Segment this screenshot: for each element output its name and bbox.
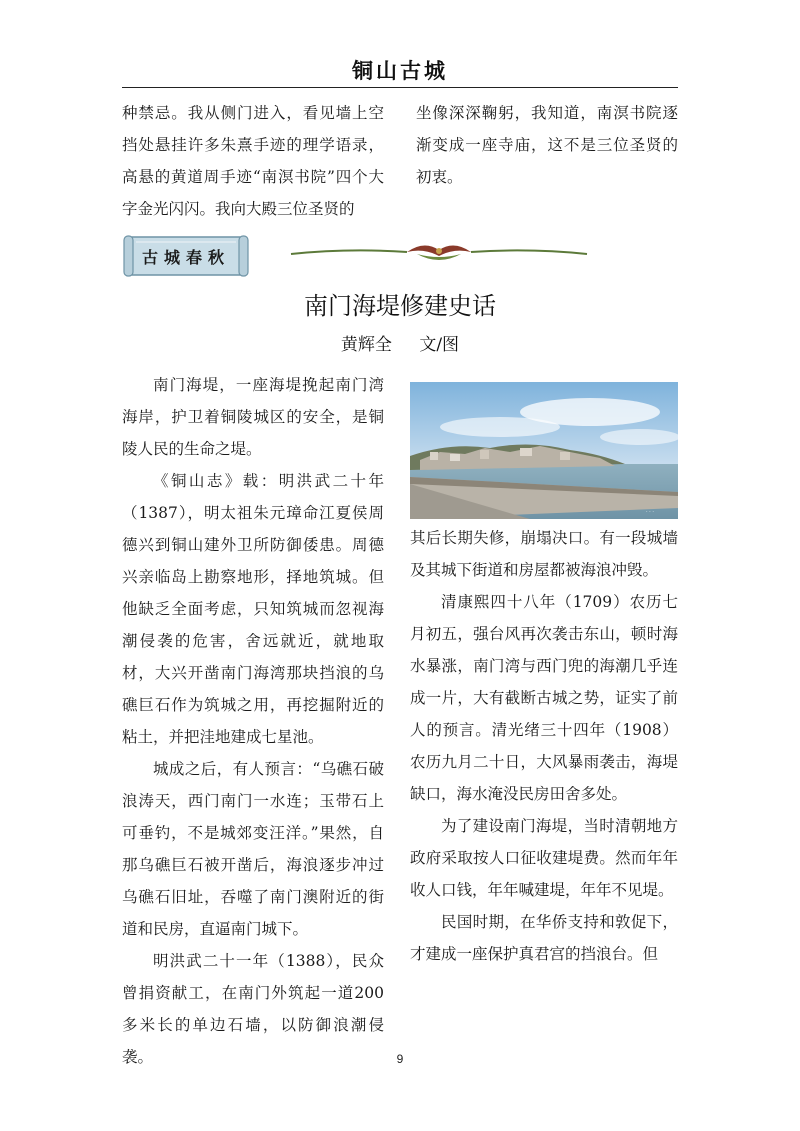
article-paragraph: 城成之后，有人预言：“乌礁石破浪涛天，西门南门一水连；玉带石上可垂钓，不是城郊变汪洋。”果然，自那乌礁巨石被开凿后，海浪逐步冲过乌礁石旧址，吞噬了南门澳附近的街道和民房，直逼南门城下。 xyxy=(122,760,384,938)
top-left-paragraph: 种禁忌。我从侧门进入，看见墙上空挡处悬挂许多朱熹手迹的理学语录，高悬的黄道周手迹“南溟书院”四个大字金光闪闪。我向大殿三位圣贤的 xyxy=(122,104,384,218)
top-right-paragraph: 坐像深深鞠躬，我知道，南溟书院逐渐变成一座寺庙，这不是三位圣贤的初衷。 xyxy=(416,104,678,186)
article-paragraph: 南门海堤，一座海堤挽起南门湾海岸，护卫着铜陵城区的安全，是铜陵人民的生命之堤。 xyxy=(122,376,384,458)
running-header-title: 铜山古城 xyxy=(352,58,448,83)
article-continued-paragraph: 其后长期失修，崩塌决口。有一段城墙及其城下街道和房屋都被海浪冲毁。 xyxy=(410,529,678,579)
header-rule xyxy=(122,87,678,88)
page-number: 9 xyxy=(396,1052,404,1066)
section-label-banner xyxy=(123,234,249,280)
article-right-column xyxy=(410,522,678,970)
byline xyxy=(0,330,800,355)
article-paragraph: 民国时期，在华侨支持和敦促下，才建成一座保护真君宫的挡浪台。但 xyxy=(410,913,678,963)
article-paragraph: 《铜山志》载：明洪武二十年（1387），明太祖朱元璋命江夏侯周德兴到铜山建外卫所防御倭患。周德兴亲临岛上勘察地形，择地筑城。但他缺乏全面考虑，只知筑城而忽视海潮侵袭的危害，舍远就近，就地取材，大兴开凿南门海湾那块挡浪的乌礁巨石作为筑城之用，再挖掘附近的粘土，并把洼地建成七星池。 xyxy=(122,472,384,746)
article-paragraph: 明洪武二十一年（1388），民众曾捐资献工，在南门外筑起一道200多米长的单边石墙，以防御浪潮侵袭。 xyxy=(122,952,384,1066)
section-label-text: 古城春秋 xyxy=(141,248,230,267)
decorative-divider-ornament xyxy=(289,238,589,268)
article-paragraph: 清康熙四十八年（1709）农历七月初五，强台风再次袭击东山，顿时海水暴涨，南门湾与西门兜的海潮几乎连成一片，大有截断古城之势，证实了前人的预言。清光绪三十四年（1908）农历九月二十日，大风暴雨袭击，海堤缺口，海水淹没民房田舍多处。 xyxy=(410,593,678,803)
article-paragraph: 为了建设南门海堤，当时清朝地方政府采取按人口征收建堤费。然而年年收人口钱，年年喊建堤，年年不见堤。 xyxy=(410,817,678,899)
top-left-column xyxy=(122,97,384,225)
author-name: 黄辉全 xyxy=(340,335,392,355)
seawall-photo xyxy=(410,382,678,519)
article-title: 南门海堤修建史话 xyxy=(304,292,496,320)
svg-text:· · ·: · · · xyxy=(646,509,654,515)
byline-credit: 文/图 xyxy=(419,335,460,355)
article-left-column xyxy=(122,369,384,1073)
top-right-column xyxy=(416,97,678,193)
